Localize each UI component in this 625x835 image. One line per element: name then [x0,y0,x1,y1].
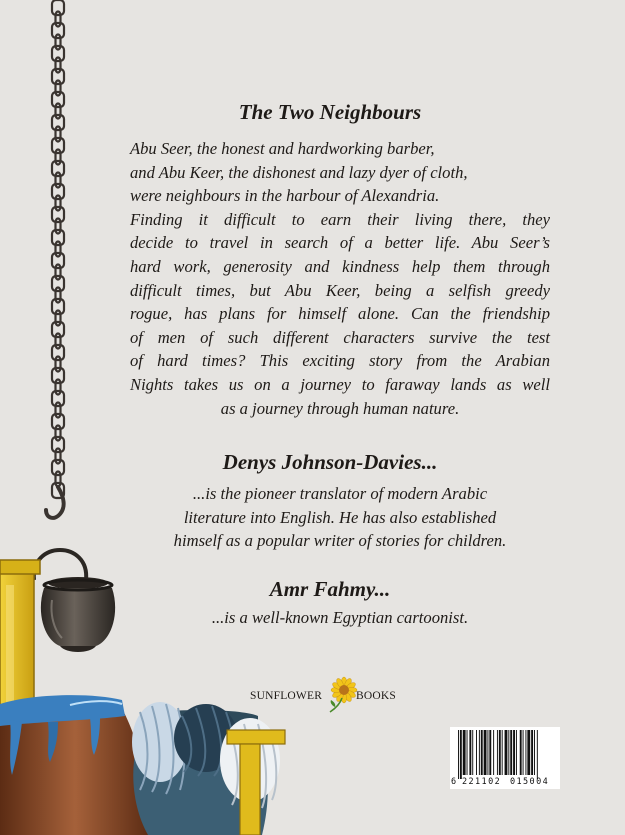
chain-link [56,219,61,234]
barcode-bar [487,730,488,775]
chain-link [52,276,64,291]
barcode-bar [460,730,462,779]
barcode-bar [479,730,480,775]
barcode-bar [505,730,508,775]
summary-line: of hard times? This exciting story from the Arabian [130,351,550,371]
publisher-name-left: SUNFLOWER [250,690,323,702]
chain-link [52,161,64,176]
barcode-bar [525,730,526,775]
illustrator-bio: ...is a well-known Egyptian cartoonist. [211,608,469,627]
chain-link [56,150,61,165]
chain-link [52,115,64,130]
isbn-barcode [450,727,560,789]
summary-line: difficult times, but Abu Keer, being a selfish greedy [130,280,550,300]
summary-line: Abu Seer, the honest and hardworking barber, [130,139,435,158]
chain-link [56,288,61,303]
book-summary [130,137,550,420]
chain-link [52,230,64,245]
dye-jar [0,695,150,835]
author-name: Denys Johnson-Davies... [222,450,438,474]
barcode-bar [508,730,509,775]
chain-link [52,92,64,107]
barcode-left-group: 221102 [462,777,502,787]
chain-link [52,414,64,429]
chain-link [56,334,61,349]
chain-link [56,173,61,188]
summary-line: hard work, generosity and kindness help them through [130,256,550,276]
chain-link [52,69,64,84]
chain-link [56,265,61,280]
publisher-logo [250,676,410,716]
barcode-first-digit: 6 [451,777,457,787]
chain-link [56,12,61,27]
publisher-name-right: BOOKS [356,690,396,702]
chain-link [56,403,61,418]
summary-line: were neighbours in the harbour of Alexandria. [130,186,440,206]
barcode-bar [476,730,477,775]
barcode-bar [513,730,515,775]
summary-line: rogue, has plans for himself alone. Can the friendship [130,304,550,324]
summary-line: decide to travel in search of a better life. Abu Seer’s [130,233,550,253]
chain-link [52,138,64,153]
chain-link [56,196,61,211]
chain-link [52,460,64,475]
barcode-bar [510,730,512,775]
chain-link [52,345,64,360]
chain-link [56,81,61,96]
summary-line: of men of such different characters survive the test [130,327,550,347]
chain-link [52,23,64,38]
chain-link [52,0,64,15]
author-bio-line: ...is the pioneer translator of modern Arabic [192,484,488,503]
chain-link [56,58,61,73]
chain-hook [46,487,64,518]
chain-link [52,391,64,406]
barcode-bar [516,730,517,775]
chain-link [56,426,61,441]
summary-line: and Abu Keer, the dishonest and lazy dyer of cloth, [130,162,468,182]
chain-link [52,184,64,199]
illustrator-name: Amr Fahmy... [269,577,391,601]
chain-link [52,322,64,337]
chain-link [52,253,64,268]
barcode-bar [484,730,487,775]
barcode-bar [469,730,471,775]
barcode-bar [502,730,503,775]
chain-link [52,207,64,222]
sunflower-icon [328,676,358,716]
chain-link [56,127,61,142]
summary-line: Nights takes us on a journey to faraway lands as well [130,374,550,394]
book-title: The Two Neighbours [238,100,422,124]
summary-line: as a journey through human nature. [220,398,460,418]
barcode-bar [497,730,498,775]
barcode-bar [463,730,466,775]
chain-link [56,472,61,487]
author-bio [100,482,580,553]
hanging-chain [52,0,64,498]
barcode-bar [467,730,468,775]
chain-link [52,368,64,383]
barcode-bar [493,730,494,775]
barcode-bar [534,730,535,775]
barcode-bar [523,730,524,775]
barcode-bar [520,730,522,775]
barcode-bar [481,730,483,775]
barcode-bars [450,727,560,779]
author-bio-line: himself as a popular writer of stories for children. [173,531,507,551]
chain-link [56,242,61,257]
barcode-bar [489,730,491,775]
barcode-bar [472,730,473,775]
barcode-right-group: 015004 [510,777,550,787]
chain-link [56,449,61,464]
chain-link [56,311,61,326]
barcode-bar [537,730,538,779]
barcode-bar [531,730,533,775]
pot-handle [34,550,86,580]
chain-link [52,46,64,61]
barcode-bar [527,730,530,775]
chain-link [52,299,64,314]
barcode-bar [458,730,459,779]
barcode-bar [499,730,501,775]
chain-link [56,380,61,395]
chain-link [52,437,64,452]
chain-link [56,357,61,372]
chain-link [56,35,61,50]
author-bio-line: literature into English. He has also established [183,507,497,527]
chain-link [56,104,61,119]
summary-line: Finding it difficult to earn their living there, they [130,209,550,229]
